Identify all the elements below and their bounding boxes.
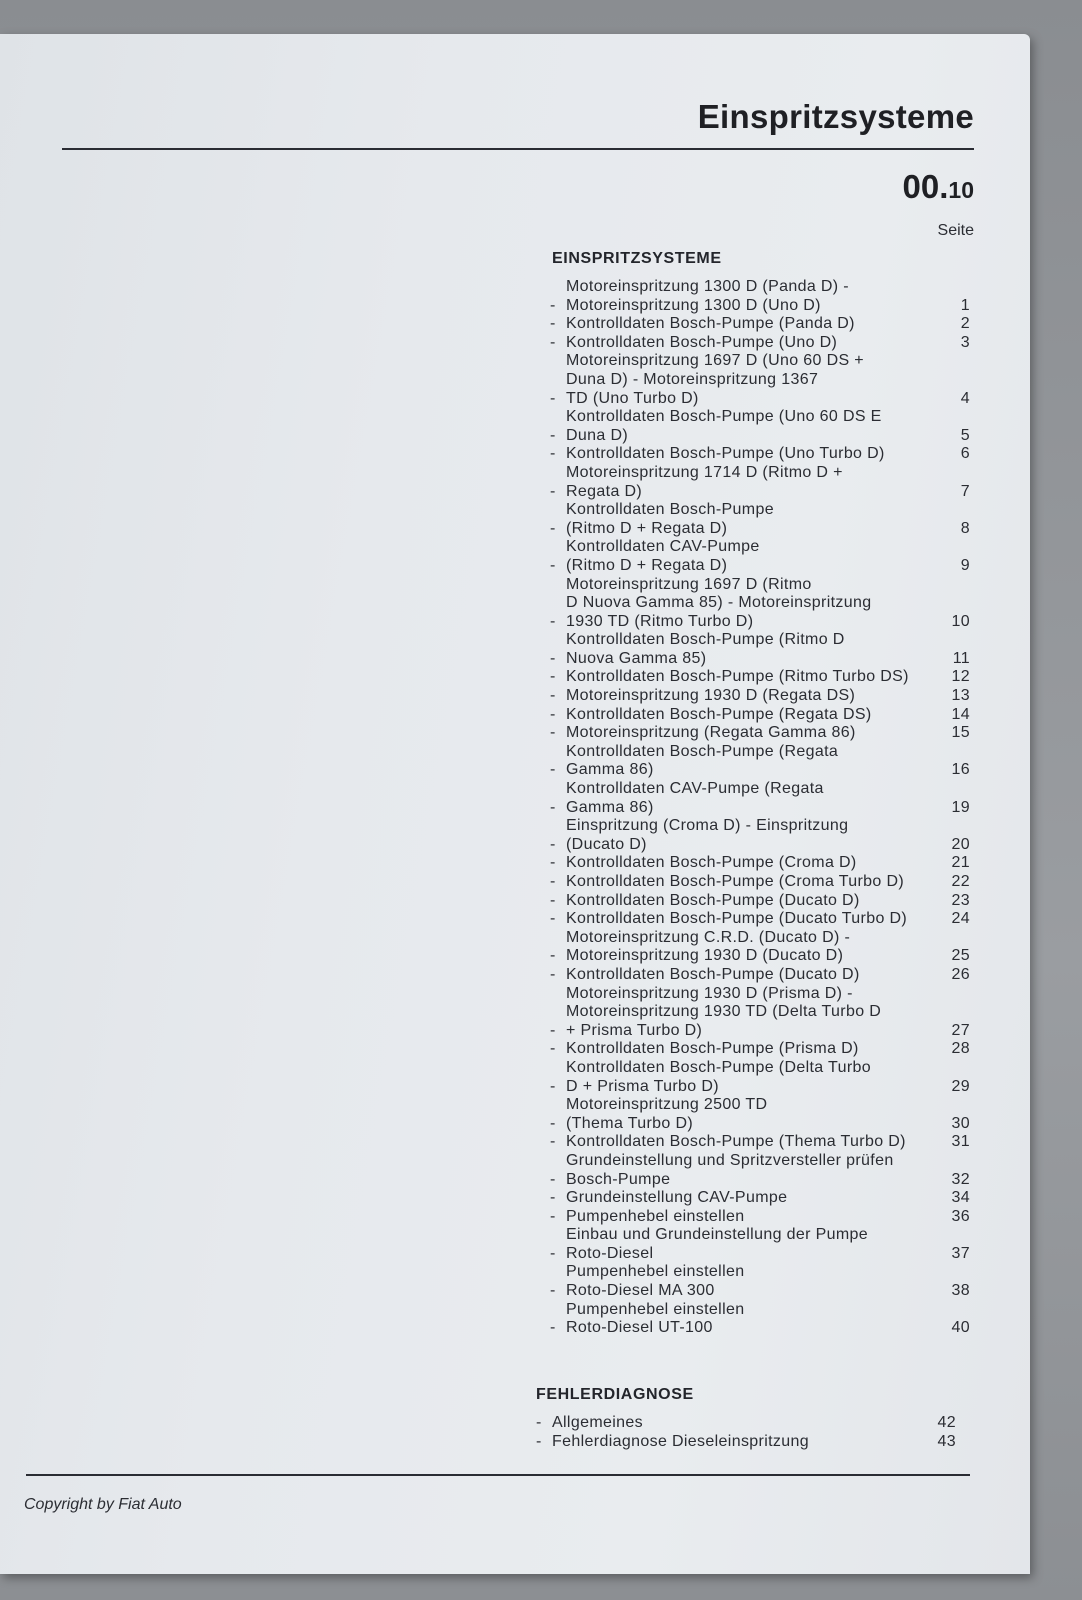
toc-bullet: - — [550, 389, 556, 407]
toc-bullet: - — [550, 910, 556, 928]
toc-bullet: - — [550, 1207, 556, 1225]
toc-entry-title — [566, 687, 940, 706]
toc-entry-line: Kontrolldaten Bosch-Pumpe — [566, 501, 774, 519]
toc-bullet: - — [550, 1021, 556, 1039]
toc-entry-line: Duna D) - Motoreinspritzung 1367 — [566, 370, 819, 388]
toc-entry-line: 1930 TD (Ritmo Turbo D) — [566, 612, 754, 630]
toc-entry-line: Kontrolldaten Bosch-Pumpe (Uno 60 DS E — [566, 408, 882, 426]
toc-entry — [550, 1059, 970, 1096]
toc-page-number: 20 — [951, 835, 970, 853]
toc-entry-line: Gamma 86) — [566, 798, 654, 816]
toc-entry-line: Einspritzung (Croma D) - Einspritzung — [566, 817, 849, 835]
toc-entry-title — [566, 631, 940, 668]
toc-bullet: - — [550, 315, 556, 333]
toc-entry — [550, 1208, 970, 1227]
toc-entry — [550, 352, 970, 408]
toc-bullet: - — [550, 1040, 556, 1058]
toc-bullet: - — [550, 296, 556, 314]
toc-bullet: - — [550, 705, 556, 723]
toc-page-number: 5 — [960, 426, 970, 444]
toc-entry-title — [566, 1040, 940, 1059]
toc-entry-title — [566, 1096, 940, 1133]
section-heading-einspritzsysteme: EINSPRITZSYSTEME — [552, 250, 722, 267]
toc-entry-line: Roto-Diesel — [566, 1244, 654, 1262]
toc-bullet: - — [550, 965, 556, 983]
toc-bullet: - — [550, 798, 556, 816]
toc-bullet: - — [550, 482, 556, 500]
toc-entry-line: (Ritmo D + Regata D) — [566, 556, 728, 574]
toc-bullet: - — [550, 891, 556, 909]
toc-bullet: - — [550, 519, 556, 537]
toc-entry — [550, 966, 970, 985]
toc-entry-line: Bosch-Pumpe — [566, 1170, 671, 1188]
toc-page-number: 42 — [937, 1414, 956, 1431]
toc-page-number: 11 — [952, 649, 970, 667]
toc-entry — [550, 334, 970, 353]
toc-entry — [550, 743, 970, 780]
toc-entry-line: Allgemeines — [552, 1414, 644, 1431]
toc-bullet: - — [550, 1133, 556, 1151]
toc-entry-line: Motoreinspritzung 1930 D (Prisma D) - — [566, 984, 853, 1002]
toc-page-number: 27 — [951, 1021, 970, 1039]
toc-entry — [550, 1226, 970, 1263]
toc-bullet: - — [550, 426, 556, 444]
toc-entry-title — [566, 445, 940, 464]
toc-bullet: - — [550, 668, 556, 686]
toc-entry-line: Roto-Diesel MA 300 — [566, 1282, 715, 1300]
toc-entry-line: + Prisma Turbo D) — [566, 1021, 703, 1039]
toc-page-number: 24 — [951, 910, 970, 928]
toc-entry — [550, 1189, 970, 1208]
toc-entry — [550, 538, 970, 575]
toc-entry — [550, 315, 970, 334]
toc-entry-line: Pumpenhebel einstellen — [566, 1300, 745, 1318]
toc-entry — [550, 464, 970, 501]
toc-bullet: - — [550, 649, 556, 667]
toc-entry — [550, 892, 970, 911]
toc-entry-title — [566, 1133, 940, 1152]
toc-entry-title — [566, 1189, 940, 1208]
toc-page-number: 37 — [951, 1244, 970, 1262]
toc-page-number: 16 — [951, 761, 970, 779]
toc-bullet: - — [550, 1170, 556, 1188]
toc-entry-line: (Ritmo D + Regata D) — [566, 519, 728, 537]
toc-entry-line: Fehlerdiagnose Dieseleinspritzung — [552, 1432, 810, 1450]
toc-entry-line: D Nuova Gamma 85) - Motoreinspritzung — [566, 594, 872, 612]
toc-entry — [550, 780, 970, 817]
toc-page-number: 40 — [951, 1319, 970, 1337]
toc-entry-line: Kontrolldaten Bosch-Pumpe (Ducato D) — [566, 965, 860, 983]
footer-rule — [26, 1474, 970, 1476]
toc-page-number: 23 — [951, 891, 970, 909]
section-heading-fehlerdiagnose: FEHLERDIAGNOSE — [536, 1386, 694, 1403]
toc-entry-line: Motoreinspritzung C.R.D. (Ducato D) - — [566, 928, 851, 946]
toc-entry-line: Motoreinspritzung 1697 D (Uno 60 DS + — [566, 352, 864, 370]
toc-entry-line: Kontrolldaten Bosch-Pumpe (Croma Turbo D) — [566, 873, 905, 890]
toc-page-number: 12 — [951, 668, 970, 686]
toc-entry-line: Kontrolldaten Bosch-Pumpe (Regata — [566, 742, 839, 760]
toc-page-number: 30 — [951, 1114, 970, 1132]
toc-entry-title — [566, 966, 940, 985]
toc-entry-title — [566, 1301, 940, 1338]
toc-bullet: - — [550, 1114, 556, 1132]
toc-entry-title — [566, 1263, 940, 1300]
toc-bullet: - — [550, 724, 556, 742]
toc-page-number: 21 — [951, 854, 970, 872]
toc-entry — [550, 873, 970, 892]
toc-bullet: - — [550, 1319, 556, 1337]
toc-entry-title — [566, 706, 940, 725]
toc-entry-line: D + Prisma Turbo D) — [566, 1077, 719, 1095]
toc-entry — [550, 1133, 970, 1152]
toc-entry — [550, 817, 970, 854]
toc-page-number: 43 — [937, 1432, 956, 1450]
toc-bullet: - — [550, 1189, 556, 1207]
toc-entry — [550, 278, 970, 315]
toc-entry — [536, 1433, 956, 1452]
toc-entry — [550, 706, 970, 725]
toc-bullet: - — [550, 761, 556, 779]
toc-entry-line: Kontrolldaten Bosch-Pumpe (Panda D) — [566, 315, 855, 333]
section-number — [903, 168, 974, 206]
toc-bullet: - — [550, 612, 556, 630]
toc-entry — [550, 1096, 970, 1133]
toc-entry-title — [566, 1059, 940, 1096]
toc-entry-line: Motoreinspritzung 1930 D (Ducato D) — [566, 947, 844, 965]
toc-entry-line: Motoreinspritzung 1300 D (Uno D) — [566, 296, 821, 314]
toc-entry-line: Gamma 86) — [566, 761, 654, 779]
toc-entry-title — [566, 1208, 940, 1227]
toc-entry-title — [566, 873, 940, 892]
header-rule — [62, 148, 974, 150]
toc-page-number: 28 — [951, 1040, 970, 1058]
toc-page-number: 26 — [951, 965, 970, 983]
section-number-main: 00. — [902, 168, 949, 205]
toc-entry-line: Kontrolldaten Bosch-Pumpe (Uno Turbo D) — [566, 445, 885, 463]
toc-page-number: 1 — [960, 296, 970, 314]
toc-entry-title — [566, 985, 940, 1041]
toc-page-number: 4 — [960, 389, 970, 407]
toc-entry-line: Kontrolldaten Bosch-Pumpe (Croma D) — [566, 854, 857, 872]
toc-entry-line: Motoreinspritzung 1714 D (Ritmo D + — [566, 463, 843, 481]
toc-entry-line: Kontrolldaten Bosch-Pumpe (Thema Turbo D) — [566, 1133, 906, 1151]
toc-page-number: 31 — [951, 1133, 970, 1151]
toc-page-number: 38 — [951, 1282, 970, 1300]
toc-entry-title — [566, 817, 940, 854]
toc-entry-title — [566, 743, 940, 780]
page-column-label: Seite — [937, 222, 974, 239]
toc-list-einspritzsysteme — [550, 278, 970, 1338]
toc-entry-line: Motoreinspritzung (Regata Gamma 86) — [566, 724, 856, 742]
toc-entry — [550, 668, 970, 687]
toc-page-number: 29 — [951, 1077, 970, 1095]
toc-bullet: - — [536, 1432, 542, 1450]
toc-entry-title — [566, 352, 940, 408]
toc-entry-title — [566, 929, 940, 966]
toc-entry — [550, 910, 970, 929]
toc-bullet: - — [550, 1282, 556, 1300]
toc-entry-title — [552, 1414, 926, 1433]
toc-entry-title — [566, 464, 940, 501]
toc-entry — [550, 1263, 970, 1300]
toc-page-number: 15 — [951, 724, 970, 742]
toc-entry-line: Kontrolldaten CAV-Pumpe (Regata — [566, 780, 824, 798]
toc-entry-line: Pumpenhebel einstellen — [566, 1207, 745, 1225]
toc-entry-line: Motoreinspritzung 1300 D (Panda D) - — [566, 278, 849, 295]
toc-entry — [550, 501, 970, 538]
toc-page-number: 34 — [951, 1189, 970, 1207]
toc-page-number: 13 — [951, 687, 970, 705]
toc-bullet: - — [550, 947, 556, 965]
toc-entry — [550, 724, 970, 743]
toc-bullet: - — [550, 333, 556, 351]
toc-entry-line: Motoreinspritzung 1930 TD (Delta Turbo D — [566, 1003, 882, 1021]
toc-entry-line: Kontrolldaten Bosch-Pumpe (Regata DS) — [566, 705, 872, 723]
toc-entry-line: Grundeinstellung und Spritzversteller prüfen — [566, 1151, 894, 1169]
toc-bullet: - — [550, 854, 556, 872]
toc-entry-title — [566, 724, 940, 743]
toc-list-fehlerdiagnose — [536, 1414, 956, 1451]
toc-entry-title — [566, 1226, 940, 1263]
toc-bullet: - — [550, 835, 556, 853]
toc-entry — [550, 408, 970, 445]
toc-entry — [536, 1414, 956, 1433]
toc-entry-line: Kontrolldaten Bosch-Pumpe (Ritmo D — [566, 631, 845, 649]
toc-bullet: - — [550, 445, 556, 463]
toc-bullet: - — [550, 556, 556, 574]
toc-entry-title — [566, 278, 940, 315]
toc-entry-line: Kontrolldaten Bosch-Pumpe (Ritmo Turbo DS) — [566, 668, 909, 686]
toc-entry-line: Kontrolldaten CAV-Pumpe — [566, 538, 760, 556]
toc-entry-line: Einbau und Grundeinstellung der Pumpe — [566, 1226, 869, 1244]
toc-page-number: 32 — [951, 1170, 970, 1188]
toc-page-number: 19 — [951, 798, 970, 816]
toc-entry-line: Regata D) — [566, 482, 643, 500]
toc-entry — [550, 631, 970, 668]
toc-page-number: 9 — [960, 556, 970, 574]
toc-entry-title — [566, 892, 940, 911]
toc-entry-line: Kontrolldaten Bosch-Pumpe (Prisma D) — [566, 1040, 859, 1058]
toc-page-number: 2 — [960, 315, 970, 333]
toc-entry-line: Kontrolldaten Bosch-Pumpe (Ducato Turbo D) — [566, 910, 908, 928]
toc-entry-line: Motoreinspritzung 2500 TD — [566, 1096, 768, 1114]
toc-page-number: 6 — [960, 445, 970, 463]
toc-entry-title — [566, 1152, 940, 1189]
toc-entry-title — [566, 910, 940, 929]
copyright-notice: Copyright by Fiat Auto — [24, 1496, 182, 1513]
toc-bullet: - — [550, 1077, 556, 1095]
toc-entry — [550, 854, 970, 873]
toc-entry-line: Kontrolldaten Bosch-Pumpe (Uno D) — [566, 333, 838, 351]
toc-entry-line: Nuova Gamma 85) — [566, 649, 707, 667]
toc-entry-title — [566, 538, 940, 575]
toc-bullet: - — [550, 1244, 556, 1262]
section-number-sub: 10 — [948, 177, 974, 203]
toc-entry-line: Kontrolldaten Bosch-Pumpe (Ducato D) — [566, 891, 860, 909]
toc-entry — [550, 576, 970, 632]
toc-entry — [550, 445, 970, 464]
toc-entry — [550, 1301, 970, 1338]
toc-entry-line: Grundeinstellung CAV-Pumpe — [566, 1189, 788, 1207]
toc-bullet: - — [550, 873, 556, 890]
toc-entry-title — [566, 780, 940, 817]
toc-entry-line: Motoreinspritzung 1930 D (Regata DS) — [566, 687, 856, 705]
toc-entry — [550, 985, 970, 1041]
toc-entry-title — [552, 1433, 926, 1452]
toc-bullet: - — [536, 1414, 542, 1431]
toc-entry-line: TD (Uno Turbo D) — [566, 389, 699, 407]
toc-entry-title — [566, 668, 940, 687]
toc-page-number: 10 — [951, 612, 970, 630]
toc-entry — [550, 929, 970, 966]
toc-entry-title — [566, 315, 940, 334]
toc-page-number: 8 — [960, 519, 970, 537]
toc-page-number: 22 — [951, 873, 970, 890]
toc-page-number: 36 — [951, 1207, 970, 1225]
toc-bullet: - — [550, 687, 556, 705]
toc-entry-title — [566, 334, 940, 353]
toc-page-number: 25 — [951, 947, 970, 965]
toc-entry-line: Duna D) — [566, 426, 629, 444]
toc-entry-title — [566, 576, 940, 632]
toc-page-number: 3 — [960, 333, 970, 351]
toc-page-number: 14 — [951, 705, 970, 723]
toc-page-number: 7 — [960, 482, 970, 500]
toc-entry-line: Motoreinspritzung 1697 D (Ritmo — [566, 575, 812, 593]
toc-entry-line: Kontrolldaten Bosch-Pumpe (Delta Turbo — [566, 1058, 872, 1076]
toc-entry-line: Pumpenhebel einstellen — [566, 1263, 745, 1281]
toc-entry — [550, 687, 970, 706]
toc-entry — [550, 1152, 970, 1189]
toc-entry — [550, 1040, 970, 1059]
toc-entry-line: (Thema Turbo D) — [566, 1114, 694, 1132]
toc-entry-title — [566, 408, 940, 445]
toc-entry-line: (Ducato D) — [566, 835, 647, 853]
toc-entry-title — [566, 854, 940, 873]
page-title: Einspritzsysteme — [697, 98, 974, 135]
toc-entry-line: Roto-Diesel UT-100 — [566, 1319, 713, 1337]
toc-entry-title — [566, 501, 940, 538]
